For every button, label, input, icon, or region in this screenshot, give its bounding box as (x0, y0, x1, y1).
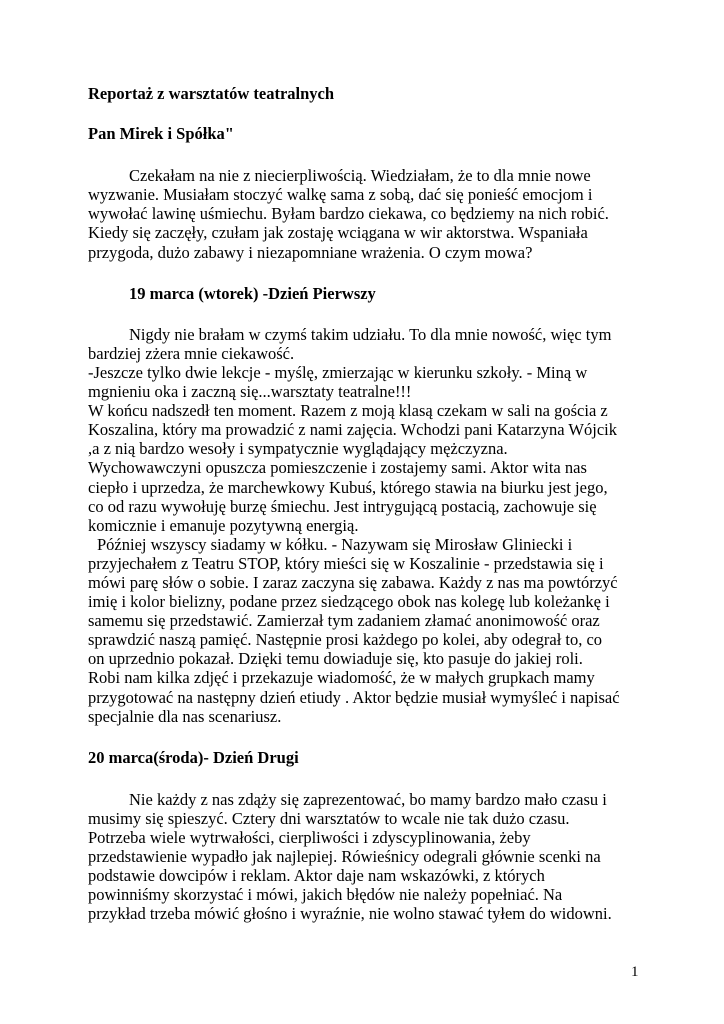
text-line: ,a z nią bardzo wesoły i sympatycznie wyglądający mężczyzna. (88, 439, 508, 459)
text-line: powinniśmy skorzystać i mówi, jakich błędów nie należy popełniać. Na (88, 885, 563, 905)
document-subtitle: Pan Mirek i Spółka" (88, 124, 234, 144)
text-line: przykład trzeba mówić głośno i wyraźnie, nie wolno stawać tyłem do widowni. (88, 904, 612, 924)
document-title: Reportaż z warsztatów teatralnych (88, 84, 335, 103)
text-line: wyzwanie. Musiałam stoczyć walkę sama z sobą, dać się ponieść emocjom i (88, 185, 593, 205)
text-line: bardziej zżera mnie ciekawość. (88, 343, 295, 363)
text-line: podstawie dowcipów i reklam. Aktor daje nam wskazówki, z których (88, 866, 545, 886)
text-line: Potrzeba wiele wytrwałości, cierpliwości i zdyscyplinowania, żeby (88, 828, 531, 847)
day2-heading: 20 marca(środa)- Dzień Drugi (88, 747, 299, 767)
intro-paragraph (88, 166, 648, 261)
text-line: ciepło i uprzedza, że marchewkowy Kubuś, którego stawia na biurku jest jego, (88, 477, 608, 497)
text-line: przygotować na następny dzień etiudy . Aktor będzie musiał wymyśleć i napisać (88, 687, 620, 707)
text-line: Czekałam na nie z niecierpliwością. Wiedziałam, że to dla mnie nowe (129, 166, 591, 186)
text-line: on uprzednio pokazał. Dzięki temu dowiaduje się, kto pasuje do jakiej roli. (88, 649, 583, 669)
text-line: Koszalina, który ma prowadzić z nami zajęcia. Wchodzi pani Katarzyna Wójcik (88, 420, 617, 440)
text-line: Później wszyscy siadamy w kółku. - Nazywam się Mirosław Gliniecki i (97, 534, 573, 554)
text-line: Kiedy się zaczęły, czułam jak zostaję wciągana w wir aktorstwa. Wspaniała (88, 223, 588, 243)
text-line: Robi nam kilka zdjęć i przekazuje wiadomość, że w małych grupkach mamy (88, 668, 595, 688)
text-line: Nie każdy z nas zdąży się zaprezentować, bo mamy bardzo mało czasu i (129, 789, 607, 809)
text-line: mgnieniu oka i zaczną się...warsztaty teatralne!!! (88, 382, 412, 402)
day1-heading: 19 marca (wtorek) -Dzień Pierwszy (129, 283, 376, 303)
text-line: przyjechałem z Teatru STOP, który mieści się w Koszalinie - przedstawia się i (88, 553, 604, 573)
text-line: Nigdy nie brałam w czymś takim udziału. To dla mnie nowość, więc tym (129, 324, 612, 344)
text-line: wywołać lawinę uśmiechu. Byłam bardzo ciekawa, co będziemy na nich robić. (88, 204, 609, 224)
document-page (88, 84, 648, 945)
text-line: specjalnie dla nas scenariusz. (88, 706, 282, 726)
text-line: musimy się spieszyć. Cztery dni warsztatów to wcale nie tak dużo czasu. (88, 808, 570, 828)
text-line: imię i kolor bielizny, podane przez siedzącego obok nas kolegę lub koleżankę i (88, 592, 610, 612)
text-line: W końcu nadszedł ten moment. Razem z moją klasą czekam w sali na gościa z (88, 401, 608, 421)
text-line: przedstawienie wypadło jak najlepiej. Rówieśnicy odegrali głównie scenki na (88, 847, 601, 867)
text-line: sprawdzić naszą pamięć. Następnie prosi każdego po kolei, aby odegrał to, co (88, 630, 603, 650)
text-line: mówi parę słów o sobie. I zaraz zaczyna się zabawa. Każdy z nas ma powtórzyć (88, 572, 618, 592)
day1-paragraph (88, 325, 648, 726)
text-line: -Jeszcze tylko dwie lekcje - myślę, zmierzając w kierunku szkoły. - Miną w (88, 362, 588, 382)
day2-paragraph (88, 790, 648, 924)
text-line: przygoda, dużo zabawy i niezapomniane wrażenia. O czym mowa? (88, 242, 533, 262)
text-line: co od razu wywołuję burzę śmiechu. Jest intrygującą postacią, zachowuje się (88, 496, 597, 516)
text-line: komicznie i emanuje pozytywną energią. (88, 515, 359, 535)
text-line: samemu się przedstawić. Zamierzał tym zadaniem złamać anonimowość oraz (88, 611, 600, 631)
text-line: Wychowawczyni opuszcza pomieszczenie i zostajemy sami. Aktor wita nas (88, 458, 587, 478)
page-number: 1 (631, 964, 639, 980)
